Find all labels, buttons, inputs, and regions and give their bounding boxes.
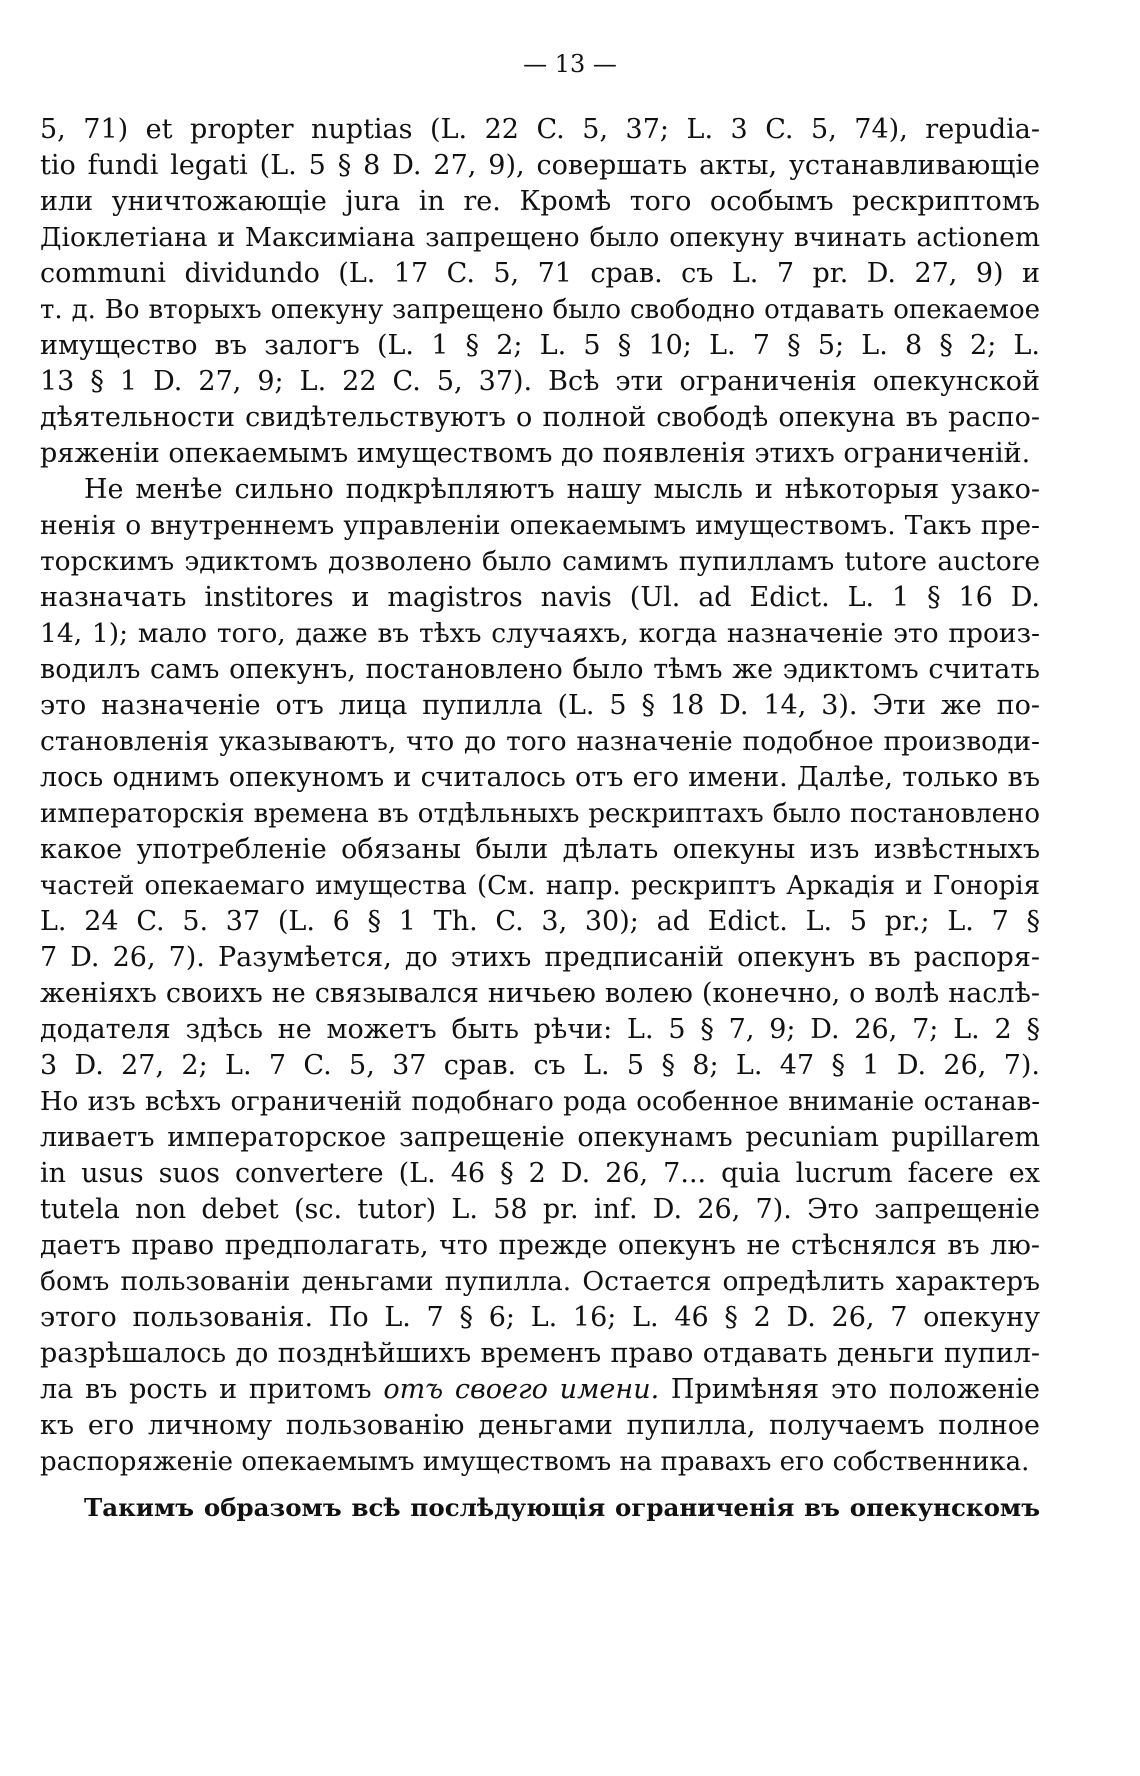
text-line: императорскія времена въ отдѣльныхъ рескриптахъ было постановлено [40, 799, 1040, 829]
text-line: къ его личному пользованію деньгами пупилла, получаемъ полное [40, 1410, 1040, 1441]
text-line: становленія указываютъ, что до того назначеніе подобное производи- [40, 726, 1040, 757]
text-line: лось однимъ опекуномъ и считалось отъ его имени. Далѣе, только въ [40, 762, 1040, 793]
text-line: это назначеніе отъ лица пупилла (L. 5 § 18 D. 14, 3). Эти же по- [40, 690, 1040, 721]
text-segment: ла въ рость и притомъ [40, 1374, 372, 1405]
text-line: водилъ самъ опекунъ, постановлено было тѣмъ же эдиктомъ считать [40, 654, 1040, 685]
text-line: частей опекаемаго имущества (См. напр. рескриптъ Аркадія и Гонорія [40, 871, 1040, 901]
text-line: 5, 71) et propter nuptias (L. 22 C. 5, 37; L. 3 C. 5, 74), repudia- [40, 114, 1040, 145]
text-line: Но изъ всѣхъ ограниченій подобнаго рода особенное вниманіе останав- [40, 1087, 1040, 1117]
text-line: Такимъ образомъ всѣ послѣдующія ограниченія въ опекунскомъ [84, 1493, 1040, 1522]
text-line: 14, 1); мало того, даже въ тѣхъ случаяхъ, когда назначеніе это произ- [40, 618, 1040, 649]
text-line: 13 § 1 D. 27, 9; L. 22 C. 5, 37). Всѣ эти ограниченія опекунской [40, 366, 1040, 397]
text-line: ненія о внутреннемъ управленіи опекаемымъ имуществомъ. Такъ пре- [40, 510, 1040, 541]
italic-phrase: отъ своего имени. [383, 1374, 660, 1405]
text-line: или уничтожающіе jura in re. Кромѣ того особымъ рескриптомъ [40, 186, 1040, 217]
text-line: дѣятельности свидѣтельствуютъ о полной свободѣ опекуна въ распо- [40, 402, 1040, 433]
text-line: communi dividundo (L. 17 C. 5, 71 срав. съ L. 7 pr. D. 27, 9) и [40, 258, 1040, 289]
text-line: даетъ право предполагать, что прежде опекунъ не стѣснялся въ лю- [40, 1230, 1040, 1261]
text-line: in usus suos convertere (L. 46 § 2 D. 26, 7... quia lucrum facere ex [40, 1158, 1040, 1189]
text-line: назначать institores и magistros navis (Ul. ad Edict. L. 1 § 16 D. [40, 582, 1040, 613]
text-line: L. 24 C. 5. 37 (L. 6 § 1 Th. C. 3, 30); ad Edict. L. 5 pr.; L. 7 § [40, 906, 1040, 937]
text-line: т. д. Во вторыхъ опекуну запрещено было свободно отдавать опекаемое [40, 295, 1040, 325]
text-line: Не менѣе сильно подкрѣпляютъ нашу мысль и нѣкоторыя узако- [84, 474, 1040, 505]
text-segment: Примѣняя это положеніе [670, 1374, 1040, 1405]
text-line: торскимъ эдиктомъ дозволено было самимъ пупилламъ tutore auctore [40, 546, 1040, 577]
text-line: 7 D. 26, 7). Разумѣется, до этихъ предписаній опекунъ въ распоря- [40, 942, 1040, 973]
text-line: распоряженіе опекаемымъ имуществомъ на правахъ его собственника. [40, 1447, 1030, 1477]
text-line-with-italic [40, 1372, 1040, 1408]
page-number: — 13 — [523, 50, 617, 78]
text-line: tio fundi legati (L. 5 § 8 D. 27, 9), совершать акты, устанавливающіе [40, 150, 1040, 181]
text-line: додателя здѣсь не можетъ быть рѣчи: L. 5 § 7, 9; D. 26, 7; L. 2 § [40, 1014, 1040, 1045]
text-line: tutela non debet (sc. tutor) L. 58 pr. inf. D. 26, 7). Это запрещеніе [40, 1194, 1040, 1225]
text-line: этого пользованія. По L. 7 § 6; L. 16; L. 46 § 2 D. 26, 7 опекуну [40, 1302, 1040, 1333]
text-line: ряженіи опекаемымъ имуществомъ до появленія этихъ ограниченій. [40, 438, 1031, 469]
text-line: бомъ пользованіи деньгами пупилла. Остается опредѣлить характеръ [40, 1266, 1040, 1297]
text-line: женіяхъ своихъ не связывался ничьею волею (конечно, о волѣ наслѣ- [40, 978, 1040, 1009]
text-line: какое употребленіе обязаны были дѣлать опекуны изъ извѣстныхъ [40, 834, 1040, 865]
text-line: разрѣшалось до позднѣйшихъ временъ право отдавать деньги пупил- [40, 1338, 1040, 1369]
text-line: ливаетъ императорское запрещеніе опекунамъ pecuniam pupillarem [40, 1122, 1040, 1153]
text-line: имущество въ залогъ (L. 1 § 2; L. 5 § 10; L. 7 § 5; L. 8 § 2; L. [40, 330, 1040, 361]
text-line: Діоклетіана и Максиміана запрещено было опекуну вчинать actionem [40, 222, 1040, 253]
text-line: 3 D. 27, 2; L. 7 C. 5, 37 срав. съ L. 5 § 8; L. 47 § 1 D. 26, 7). [40, 1050, 1040, 1081]
